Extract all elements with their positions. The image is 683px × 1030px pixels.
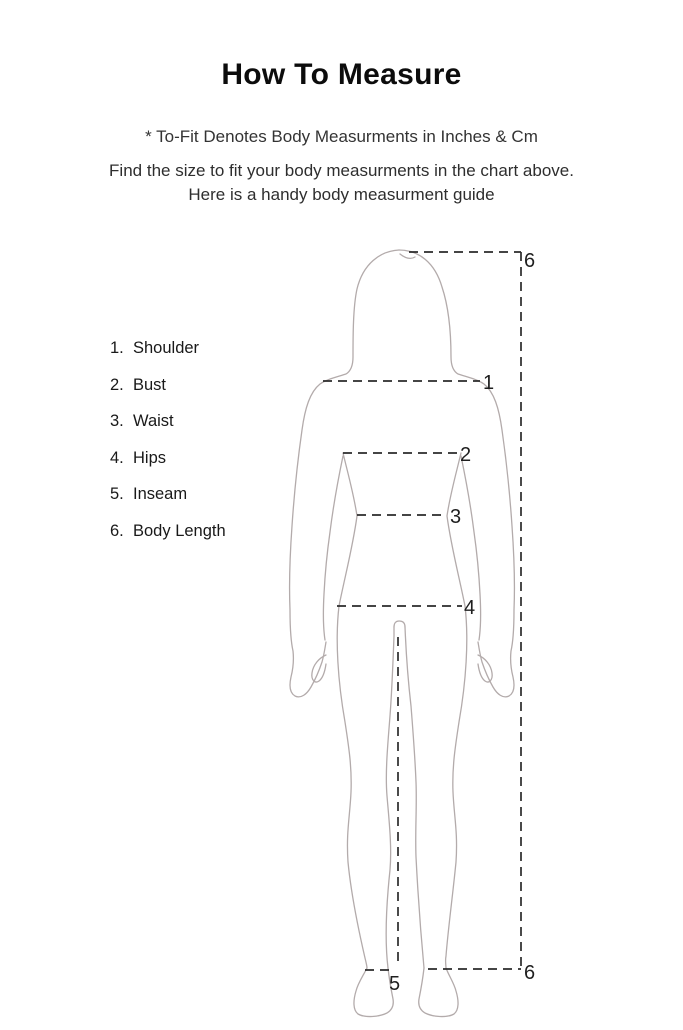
description-line-2: Here is a handy body measurment guide <box>188 184 495 204</box>
figure-label-shoulder: 1 <box>483 372 495 394</box>
list-item-number: 4. <box>110 448 124 467</box>
left-thumb <box>312 655 326 682</box>
list-item-number: 3. <box>110 412 124 430</box>
left-inner-leg <box>386 627 394 968</box>
list-item-label: Shoulder <box>133 339 200 357</box>
right-inner-leg <box>405 627 424 968</box>
description-line-1: Find the size to fit your body measurments in the chart above. <box>109 161 574 180</box>
list-item-number: 5. <box>110 485 124 503</box>
right-foot <box>419 968 458 1017</box>
figure-label-hips: 4 <box>464 597 476 619</box>
list-item-label: Bust <box>133 375 167 394</box>
hair-detail <box>400 254 415 258</box>
body-outline <box>290 250 515 1017</box>
left-foot <box>354 968 393 1017</box>
list-item-label: Waist <box>133 412 174 430</box>
page-title: How To Measure <box>221 58 462 91</box>
list-item-number: 2. <box>110 375 124 394</box>
figure-label-inseam: 5 <box>389 973 401 995</box>
list-item-number: 1. <box>110 339 124 357</box>
left-torso-leg <box>337 453 367 968</box>
list-item-label: Hips <box>133 448 167 467</box>
body-left-contour <box>290 250 399 697</box>
list-item-label: Body Length <box>133 521 226 540</box>
crotch-arch <box>394 621 405 627</box>
figure-label-body-length-bottom: 6 <box>524 962 536 984</box>
list-item-label: Inseam <box>133 485 188 503</box>
figure-label-body-length-top: 6 <box>524 250 536 272</box>
to-fit-note: * To-Fit Denotes Body Measurments in Inches & Cm <box>145 127 538 146</box>
figure-label-waist: 3 <box>450 506 462 528</box>
right-torso-leg <box>446 453 467 968</box>
body-right-contour <box>399 250 514 697</box>
right-thumb <box>478 655 492 682</box>
figure-label-bust: 2 <box>460 444 472 466</box>
list-item-number: 6. <box>110 521 124 540</box>
left-inner-arm <box>323 456 343 640</box>
